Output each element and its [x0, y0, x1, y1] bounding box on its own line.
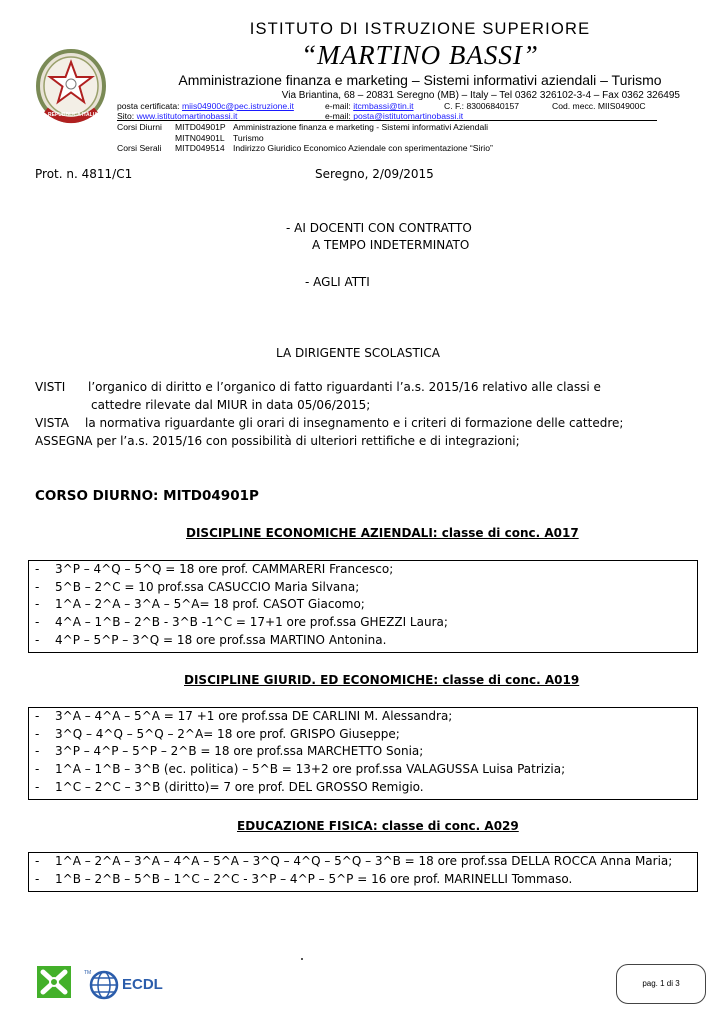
- list-item: - 1^C – 2^C – 3^B (diritto)= 7 ore prof. DEL GROSSO Remigio.: [35, 779, 424, 794]
- document-date: Seregno, 2/09/2015: [315, 167, 434, 181]
- ecdl-globe-icon: [88, 970, 120, 1000]
- fiscal-code: C. F.: 83006840157: [444, 101, 520, 111]
- email2-link[interactable]: posta@istitutomartinobassi.it: [353, 111, 464, 121]
- protocol-number: Prot. n. 4811/C1: [35, 167, 133, 181]
- list-item: - 1^A – 1^B – 3^B (ec. politica) – 5^B = 13+2 ore prof.ssa VALAGUSSA Luisa Patrizia;: [35, 762, 566, 777]
- visti-text-line1: l’organico di diritto e l’organico di fatto riguardanti l’a.s. 2015/16 relativo alle classi e: [88, 380, 601, 394]
- assignment-text: 1^A – 1^B – 3^B (ec. politica) – 5^B = 13+2 ore prof.ssa VALAGUSSA Luisa Patrizia;: [55, 762, 566, 777]
- section-title-a029: EDUCAZIONE FISICA: classe di conc. A029: [237, 819, 519, 833]
- assignment-text: 1^C – 2^C – 3^B (diritto)= 7 ore prof. DEL GROSSO Remigio.: [55, 779, 424, 794]
- assignment-text: 1^A – 2^A – 3^A – 5^A= 18 prof. CASOT Giacomo;: [55, 597, 365, 612]
- list-item: - 3^A – 4^A – 5^A = 17 +1 ore prof.ssa DE CARLINI M. Alessandra;: [35, 709, 453, 723]
- visti-label: VISTI: [35, 380, 66, 394]
- pec-label: posta certificata:: [117, 101, 180, 111]
- vista-text: la normativa riguardante gli orari di insegnamento e i criteri di formazione delle cattedre;: [85, 416, 624, 430]
- site-label: Sito:: [117, 111, 135, 121]
- emblem-ribbon-text: REPUBBLICA ITALIANA: [48, 112, 105, 118]
- list-item: - 5^B – 2^C = 10 prof.ssa CASUCCIO Maria Silvana;: [35, 579, 360, 594]
- school-subtitle: Amministrazione finanza e marketing – Sistemi informativi aziendali – Turismo: [178, 72, 662, 88]
- course-desc: Indirizzo Giuridico Economico Aziendale con sperimentazione “Sirio”: [233, 143, 493, 153]
- mech-code: Cod. mecc. MIIS04900C: [552, 101, 646, 111]
- assignment-text: 5^B – 2^C = 10 prof.ssa CASUCCIO Maria Silvana;: [55, 579, 360, 594]
- list-item: - 1^A – 2^A – 3^A – 4^A – 5^A – 3^Q – 4^Q – 5^Q – 3^B = 18 ore prof.ssa DELLA ROCCA Anna Maria;: [35, 854, 673, 868]
- ecdl-trademark: TM: [84, 970, 92, 976]
- page-indicator: pag. 1 di 3: [616, 964, 706, 1004]
- ecdl-logo-text: ECDL: [122, 976, 163, 993]
- institute-title: ISTITUTO DI ISTRUZIONE SUPERIORE: [249, 20, 591, 38]
- course-row: [117, 122, 717, 133]
- email-link[interactable]: itcmbassi@tin.it: [353, 101, 414, 111]
- assignment-text: 3^A – 4^A – 5^A = 17 +1 ore prof.ssa DE CARLINI M. Alessandra;: [55, 709, 453, 723]
- vista-label: VISTA: [35, 416, 69, 430]
- section-title-a019: DISCIPLINE GIURID. ED ECONOMICHE: classe di conc. A019: [184, 673, 580, 687]
- list-item: - 3^P – 4^P – 5^P – 2^B = 18 ore prof.ssa MARCHETTO Sonia;: [35, 744, 424, 759]
- contact-line-1: [117, 101, 717, 112]
- signatory-title: LA DIRIGENTE SCOLASTICA: [276, 346, 440, 360]
- course-label: Corsi Diurni: [117, 122, 162, 132]
- list-item: - 1^B – 2^B – 5^B – 1^C – 2^C - 3^P – 4^P – 5^P = 16 ore prof. MARINELLI Tommaso.: [35, 871, 573, 886]
- header-divider: [117, 120, 657, 121]
- footer-dot: [301, 958, 303, 960]
- section-title-a017: DISCIPLINE ECONOMICHE AZIENDALI: classe di conc. A017: [186, 526, 579, 540]
- assignments-box-a029: [28, 852, 698, 892]
- course-desc: Turismo: [233, 132, 264, 143]
- course-code: MITN04901L: [175, 132, 225, 143]
- visti-text-line2: cattedre rilevate dal MIUR in data 05/06/2015;: [91, 398, 371, 412]
- assignment-text: 1^A – 2^A – 3^A – 4^A – 5^A – 3^Q – 4^Q – 5^Q – 3^B = 18 ore prof.ssa DELLA ROCCA Anna Maria;: [55, 854, 673, 868]
- email2-label: e-mail:: [325, 111, 351, 121]
- recipient-records: - AGLI ATTI: [305, 275, 370, 289]
- course-desc: Amministrazione finanza e marketing - Sistemi informativi Aziendali: [233, 122, 489, 132]
- list-item: - 4^P – 5^P – 3^Q = 18 ore prof.ssa MARTINO Antonina.: [35, 632, 387, 647]
- course-label: Corsi Serali: [117, 143, 162, 153]
- recipient-teachers-line2: A TEMPO INDETERMINATO: [312, 238, 470, 252]
- assignments-box-a017: [28, 560, 698, 653]
- course-row: [117, 143, 717, 154]
- assignment-text: 3^P – 4^Q – 5^Q = 18 ore prof. CAMMARERI Francesco;: [55, 562, 394, 576]
- course-row: [117, 133, 717, 144]
- email-label: e-mail:: [325, 101, 351, 111]
- list-item: - 4^A – 1^B – 2^B - 3^B -1^C = 17+1 ore prof.ssa GHEZZI Laura;: [35, 615, 448, 630]
- recipient-teachers-line1: - AI DOCENTI CON CONTRATTO: [286, 221, 472, 235]
- assignment-text: 4^A – 1^B – 2^B - 3^B -1^C = 17+1 ore prof.ssa GHEZZI Laura;: [55, 615, 448, 630]
- list-item: - 3^P – 4^Q – 5^Q = 18 ore prof. CAMMARERI Francesco;: [35, 562, 394, 576]
- green-quality-logo: [37, 966, 71, 998]
- school-name: “MARTINO BASSI”: [301, 40, 539, 70]
- list-item: - 3^Q – 4^Q – 5^Q – 2^A= 18 ore prof. GRISPO Giuseppe;: [35, 726, 400, 741]
- assegna-text: ASSEGNA per l’a.s. 2015/16 con possibilità di ulteriori rettifiche e di integrazioni;: [35, 434, 520, 448]
- assignment-text: 4^P – 5^P – 3^Q = 18 ore prof.ssa MARTINO Antonina.: [55, 632, 387, 647]
- course-code: MITD04901P: [175, 122, 226, 132]
- assignment-text: 3^P – 4^P – 5^P – 2^B = 18 ore prof.ssa MARCHETTO Sonia;: [55, 744, 424, 759]
- assignment-text: 3^Q – 4^Q – 5^Q – 2^A= 18 ore prof. GRISPO Giuseppe;: [55, 726, 400, 741]
- course-heading: CORSO DIURNO: MITD04901P: [35, 488, 259, 504]
- courses-list: [117, 122, 717, 154]
- school-address: Via Briantina, 68 – 20831 Seregno (MB) – Italy – Tel 0362 326102-3-4 – Fax 0362 326495: [281, 90, 680, 101]
- republic-emblem: [34, 46, 108, 130]
- list-item: - 1^A – 2^A – 3^A – 5^A= 18 prof. CASOT Giacomo;: [35, 597, 365, 612]
- course-code: MITD049514: [175, 143, 225, 153]
- site-link[interactable]: www.istitutomartinobassi.it: [136, 111, 238, 121]
- assignment-text: 1^B – 2^B – 5^B – 1^C – 2^C - 3^P – 4^P – 5^P = 16 ore prof. MARINELLI Tommaso.: [55, 871, 573, 886]
- pec-link[interactable]: miis04900c@pec.istruzione.it: [181, 101, 294, 111]
- assignments-box-a019: [28, 707, 698, 800]
